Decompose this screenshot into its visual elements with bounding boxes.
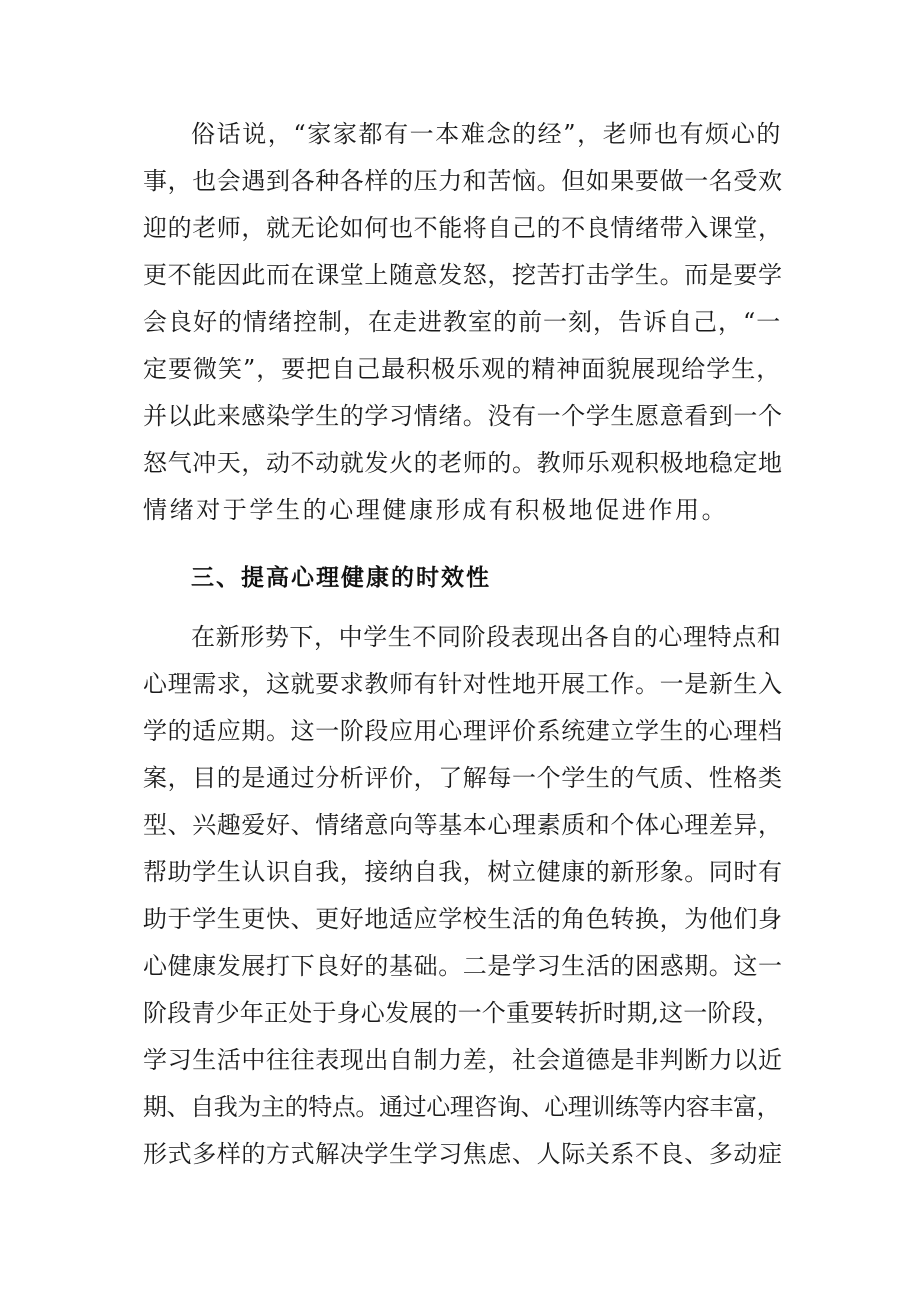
paragraph-line: 心理需求，这就要求教师有针对性地开展工作。一是新生入 bbox=[143, 670, 783, 698]
paragraph-line: 会良好的情绪控制，在走进教室的前一刻，告诉自己，“一 bbox=[143, 308, 782, 336]
paragraph-line: 在新形势下，中学生不同阶段表现出各自的心理特点和 bbox=[191, 623, 782, 651]
paragraph-line: 案，目的是通过分析评价，了解每一个学生的气质、性格类 bbox=[143, 764, 783, 792]
paragraph-line: 心健康发展打下良好的基础。二是学习生活的困惑期。这一 bbox=[143, 952, 783, 980]
paragraph-line: 阶段青少年正处于身心发展的一个重要转折时期,这一阶段， bbox=[143, 999, 781, 1027]
paragraph-line: 帮助学生认识自我，接纳自我，树立健康的新形象。同时有 bbox=[143, 858, 783, 886]
section-heading: 三、提高心理健康的时效性 bbox=[191, 565, 491, 591]
paragraph-line: 并以此来感染学生的学习情绪。没有一个学生愿意看到一个 bbox=[143, 402, 783, 430]
paragraph-line: 情绪对于学生的心理健康形成有积极地促进作用。 bbox=[143, 496, 729, 524]
paragraph-line: 俗话说，“家家都有一本难念的经”，老师也有烦心的 bbox=[191, 120, 782, 148]
paragraph-line: 怒气冲天，动不动就发火的老师的。教师乐观积极地稳定地 bbox=[143, 449, 783, 477]
paragraph-line: 事，也会遇到各种各样的压力和苦恼。但如果要做一名受欢 bbox=[143, 167, 783, 195]
paragraph-line: 形式多样的方式解决学生学习焦虑、人际关系不良、多动症 bbox=[143, 1140, 783, 1168]
paragraph-line: 学习生活中往往表现出自制力差，社会道德是非判断力以近 bbox=[143, 1046, 783, 1074]
paragraph-line: 定要微笑”，要把自己最积极乐观的精神面貌展现给学生， bbox=[143, 355, 782, 383]
paragraph-line: 迎的老师，就无论如何也不能将自己的不良情绪带入课堂， bbox=[143, 214, 783, 242]
paragraph-line: 更不能因此而在课堂上随意发怒，挖苦打击学生。而是要学 bbox=[143, 261, 783, 289]
paragraph-line: 助于学生更快、更好地适应学校生活的角色转换，为他们身 bbox=[143, 905, 783, 933]
paragraph-line: 期、自我为主的特点。通过心理咨询、心理训练等内容丰富， bbox=[143, 1093, 781, 1121]
paragraph-line: 型、兴趣爱好、情绪意向等基本心理素质和个体心理差异， bbox=[143, 811, 783, 839]
paragraph-line: 学的适应期。这一阶段应用心理评价系统建立学生的心理档 bbox=[143, 717, 783, 745]
